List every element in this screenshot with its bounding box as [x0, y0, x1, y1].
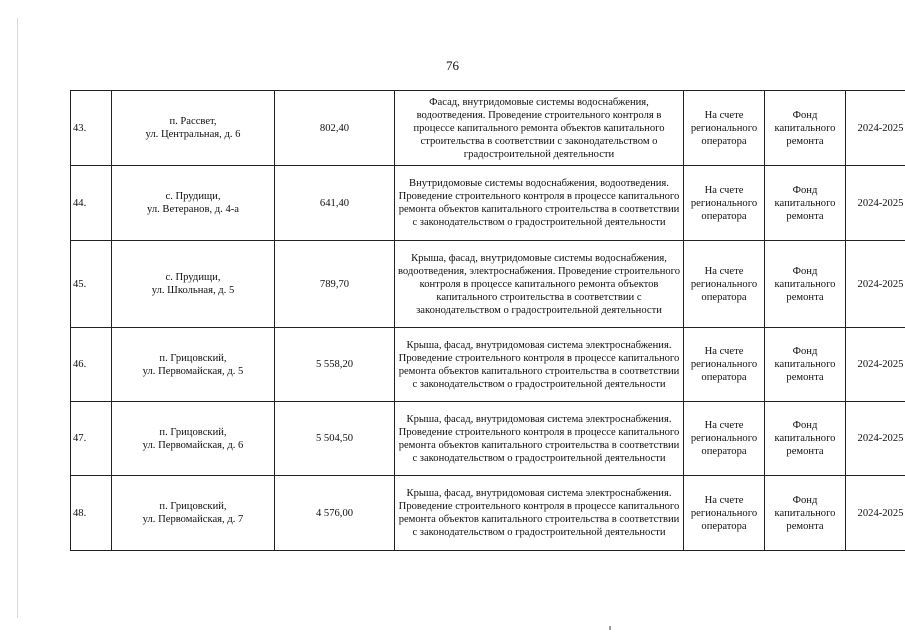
row-number: 43.: [71, 91, 112, 166]
area-cell: 5 558,20: [275, 328, 395, 402]
funding-source-cell: Фонд капитального ремонта: [765, 476, 846, 551]
table-row: [71, 328, 905, 402]
works-description-cell: Внутридомовые системы водоснабжения, водоотведения. Проведение строительного контроля в процессе капитального ремонта объектов капитального строительства в соответствии с законодательством о градостроительной деятельности: [395, 166, 684, 241]
address-cell: [112, 91, 275, 166]
address-settlement: с. Прудищи,: [165, 272, 221, 283]
table-row: [71, 476, 905, 551]
row-number: 45.: [71, 241, 112, 328]
address-street: ул. Первомайская, д. 5: [142, 365, 244, 377]
address-street: ул. Первомайская, д. 7: [142, 514, 244, 525]
address-street: ул. Центральная, д. 6: [145, 129, 241, 140]
funding-source-cell: Фонд капитального ремонта: [765, 241, 846, 328]
address-street: ул. Школьная, д. 5: [151, 285, 235, 296]
fund-account-cell: На счете регионального оператора: [684, 91, 765, 166]
scan-dot: [609, 626, 611, 630]
row-number: 46.: [71, 328, 112, 402]
works-table: [70, 90, 905, 551]
address-settlement: п. Грицовский,: [159, 352, 227, 364]
area-cell: 802,40: [275, 91, 395, 166]
address-cell: [112, 166, 275, 241]
fund-account-cell: На счете регионального оператора: [684, 241, 765, 328]
table-row: [71, 241, 905, 328]
period-cell: 2024-2025: [846, 241, 905, 328]
area-cell: 5 504,50: [275, 402, 395, 476]
period-cell: 2024-2025: [846, 476, 905, 551]
period-cell: 2024-2025: [846, 166, 905, 241]
address-cell: [112, 328, 275, 402]
fund-account-cell: На счете регионального оператора: [684, 166, 765, 241]
period-cell: 2024-2025: [846, 91, 905, 166]
funding-source-cell: Фонд капитального ремонта: [765, 166, 846, 241]
address-street: ул. Первомайская, д. 6: [142, 439, 244, 451]
table-row: [71, 91, 905, 166]
table-row: [71, 166, 905, 241]
area-cell: 789,70: [275, 241, 395, 328]
row-number: 47.: [71, 402, 112, 476]
works-description-cell: Крыша, фасад, внутридомовые системы водоснабжения, водоотведения, электроснабжения. Проведение строительного контроля в процессе капитального ремонта объектов капитального строительства в соответствии с законодательством о градостроительной деятельности: [395, 241, 684, 328]
table-row: [71, 402, 905, 476]
address-cell: [112, 476, 275, 551]
fund-account-cell: На счете регионального оператора: [684, 402, 765, 476]
address-settlement: п. Грицовский,: [159, 501, 227, 512]
address-settlement: п. Грицовский,: [159, 426, 227, 438]
period-cell: 2024-2025: [846, 328, 905, 402]
scan-edge-mark: [17, 18, 18, 618]
works-description-cell: Фасад, внутридомовые системы водоснабжения, водоотведения. Проведение строительного контроля в процессе капитального ремонта объектов капитального строительства в соответствии с законодательством о градостроительной деятельности: [395, 91, 684, 166]
area-cell: 641,40: [275, 166, 395, 241]
period-cell: 2024-2025: [846, 402, 905, 476]
address-cell: [112, 402, 275, 476]
works-description-cell: Крыша, фасад, внутридомовая система электроснабжения. Проведение строительного контроля в процессе капитального ремонта объектов капитального строительства в соответствии с законодательством о градостроительной деятельности: [395, 328, 684, 402]
funding-source-cell: Фонд капитального ремонта: [765, 328, 846, 402]
fund-account-cell: На счете регионального оператора: [684, 476, 765, 551]
area-cell: 4 576,00: [275, 476, 395, 551]
address-cell: [112, 241, 275, 328]
page-number: 76: [446, 58, 459, 73]
row-number: 48.: [71, 476, 112, 551]
address-settlement: с. Прудищи,: [165, 191, 221, 202]
funding-source-cell: Фонд капитального ремонта: [765, 402, 846, 476]
address-street: ул. Ветеранов, д. 4-а: [147, 204, 239, 215]
works-description-cell: Крыша, фасад, внутридомовая система электроснабжения. Проведение строительного контроля в процессе капитального ремонта объектов капитального строительства в соответствии с законодательством о градостроительной деятельности: [395, 476, 684, 551]
funding-source-cell: Фонд капитального ремонта: [765, 91, 846, 166]
row-number: 44.: [71, 166, 112, 241]
fund-account-cell: На счете регионального оператора: [684, 328, 765, 402]
works-description-cell: Крыша, фасад, внутридомовая система электроснабжения. Проведение строительного контроля в процессе капитального ремонта объектов капитального строительства в соответствии с законодательством о градостроительной деятельности: [395, 402, 684, 476]
address-settlement: п. Рассвет,: [169, 116, 217, 127]
